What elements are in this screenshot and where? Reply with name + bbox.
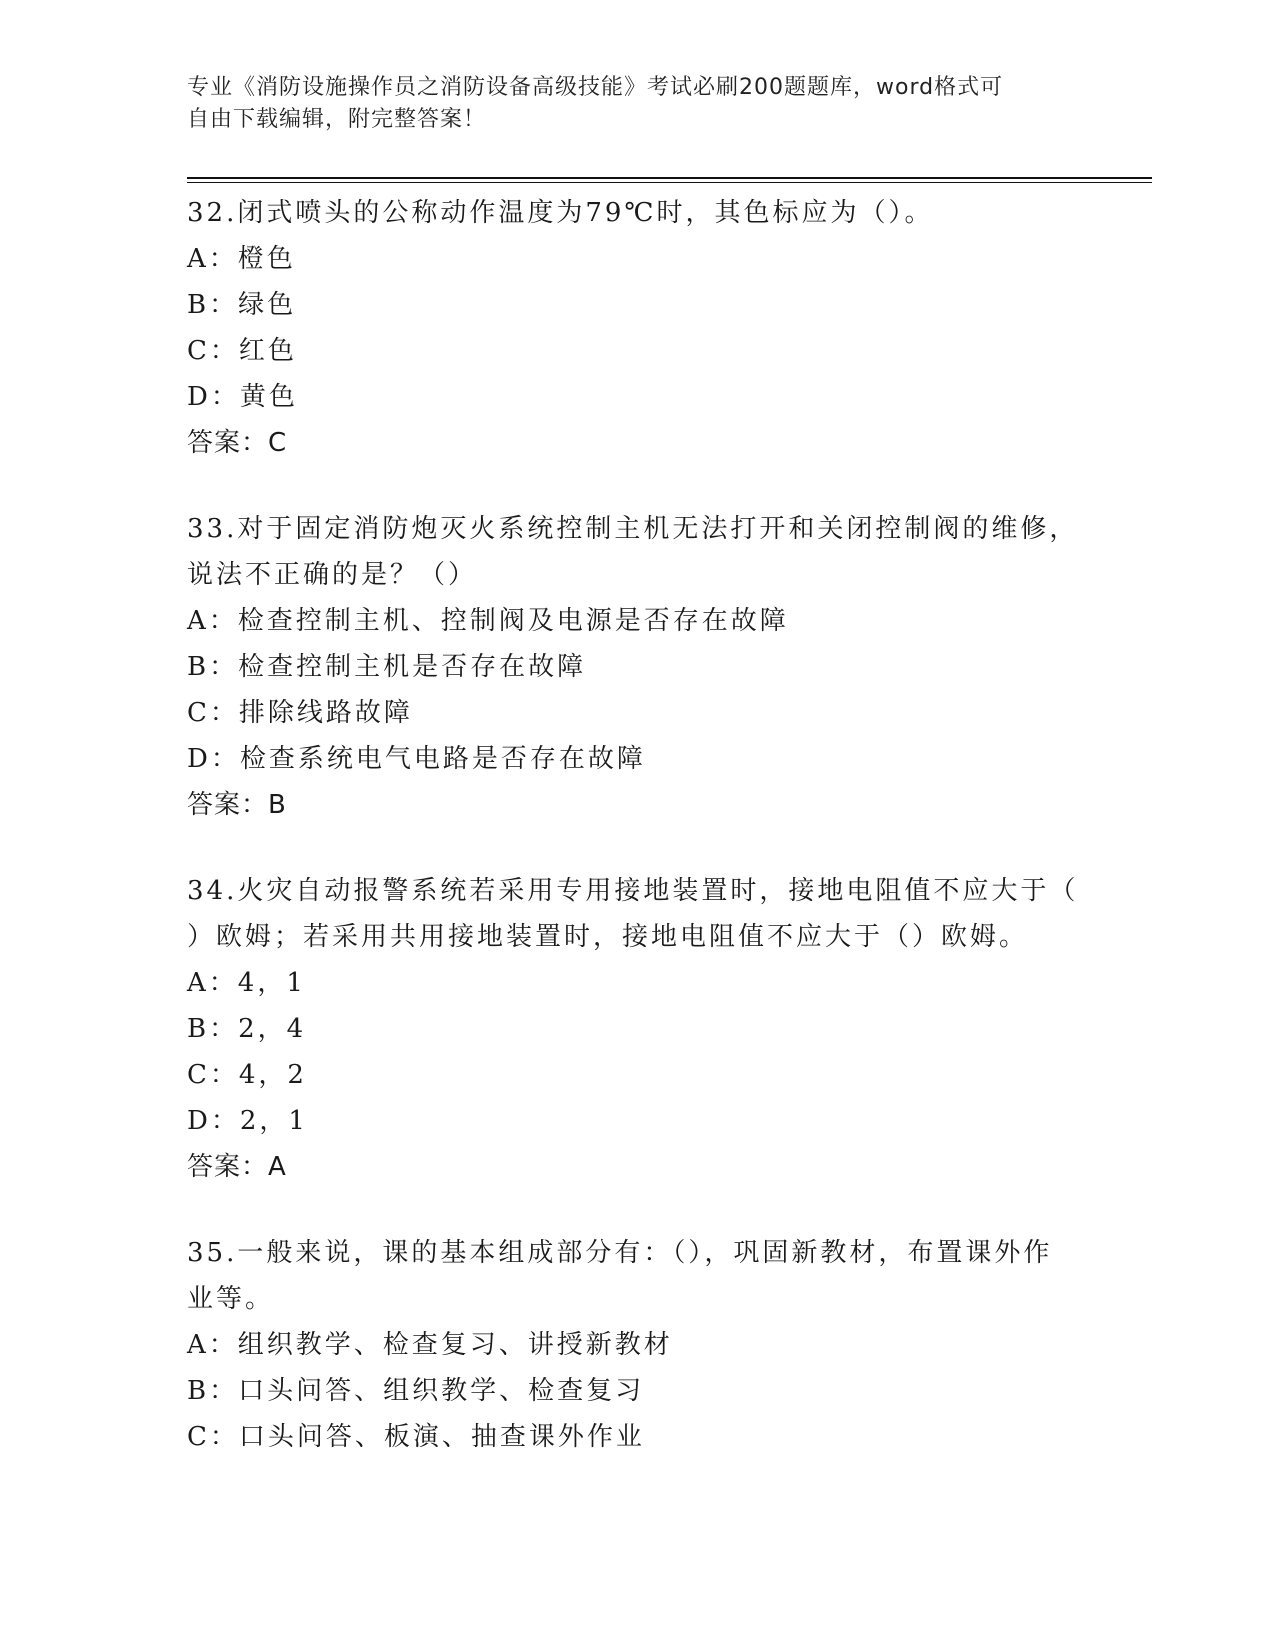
option-c: C：红色 bbox=[187, 336, 297, 366]
question-34 bbox=[187, 868, 1079, 1190]
stem-line: 业等。 bbox=[187, 1284, 275, 1314]
stem-line: 35.一般来说，课的基本组成部分有：（），巩固新教材，布置课外作 bbox=[187, 1238, 1053, 1268]
question-32 bbox=[187, 190, 1067, 466]
option-a: A：4，1 bbox=[187, 968, 306, 998]
stem-line: 32.闭式喷头的公称动作温度为79℃时，其色标应为（）。 bbox=[187, 198, 934, 228]
question-stem bbox=[187, 868, 1079, 960]
answer-line: 答案：B bbox=[187, 790, 287, 820]
header-divider-thin bbox=[187, 182, 1152, 183]
stem-line: 34.火灾自动报警系统若采用专用接地装置时，接地电阻值不应大于（ bbox=[187, 876, 1079, 906]
option-b: B：绿色 bbox=[187, 290, 297, 320]
option-b: B：2，4 bbox=[187, 1014, 307, 1044]
question-stem bbox=[187, 190, 1067, 236]
question-33 bbox=[187, 506, 1079, 828]
answer-line: 答案：A bbox=[187, 1152, 287, 1182]
question-list bbox=[187, 190, 1079, 1460]
question-stem bbox=[187, 1230, 1067, 1322]
question-stem bbox=[187, 506, 1079, 598]
header-line-2: 自由下载编辑，附完整答案！ bbox=[187, 107, 487, 132]
stem-line: 33.对于固定消防炮灭火系统控制主机无法打开和关闭控制阀的维修， bbox=[187, 514, 1079, 544]
stem-line: 说法不正确的是？（） bbox=[187, 560, 478, 590]
option-a: A：橙色 bbox=[187, 244, 296, 274]
question-35 bbox=[187, 1230, 1067, 1460]
answer-line: 答案：C bbox=[187, 428, 288, 458]
header-divider-thick bbox=[187, 177, 1152, 179]
option-a: A：组织教学、检查复习、讲授新教材 bbox=[187, 1330, 673, 1360]
header-line-1: 专业《消防设施操作员之消防设备高级技能》考试必刷200题题库，word格式可 bbox=[187, 75, 1004, 100]
option-c: C：4，2 bbox=[187, 1060, 307, 1090]
option-d: D：2，1 bbox=[187, 1106, 308, 1136]
option-d: D：检查系统电气电路是否存在故障 bbox=[187, 744, 646, 774]
option-c: C：排除线路故障 bbox=[187, 698, 413, 728]
document-header bbox=[187, 72, 1067, 136]
option-b: B：口头问答、组织教学、检查复习 bbox=[187, 1376, 645, 1406]
option-a: A：检查控制主机、控制阀及电源是否存在故障 bbox=[187, 606, 789, 636]
option-b: B：检查控制主机是否存在故障 bbox=[187, 652, 587, 682]
option-c: C：口头问答、板演、抽查课外作业 bbox=[187, 1422, 645, 1452]
stem-line: ）欧姆；若采用共用接地装置时，接地电阻值不应大于（）欧姆。 bbox=[187, 922, 1029, 952]
option-d: D：黄色 bbox=[187, 382, 298, 412]
